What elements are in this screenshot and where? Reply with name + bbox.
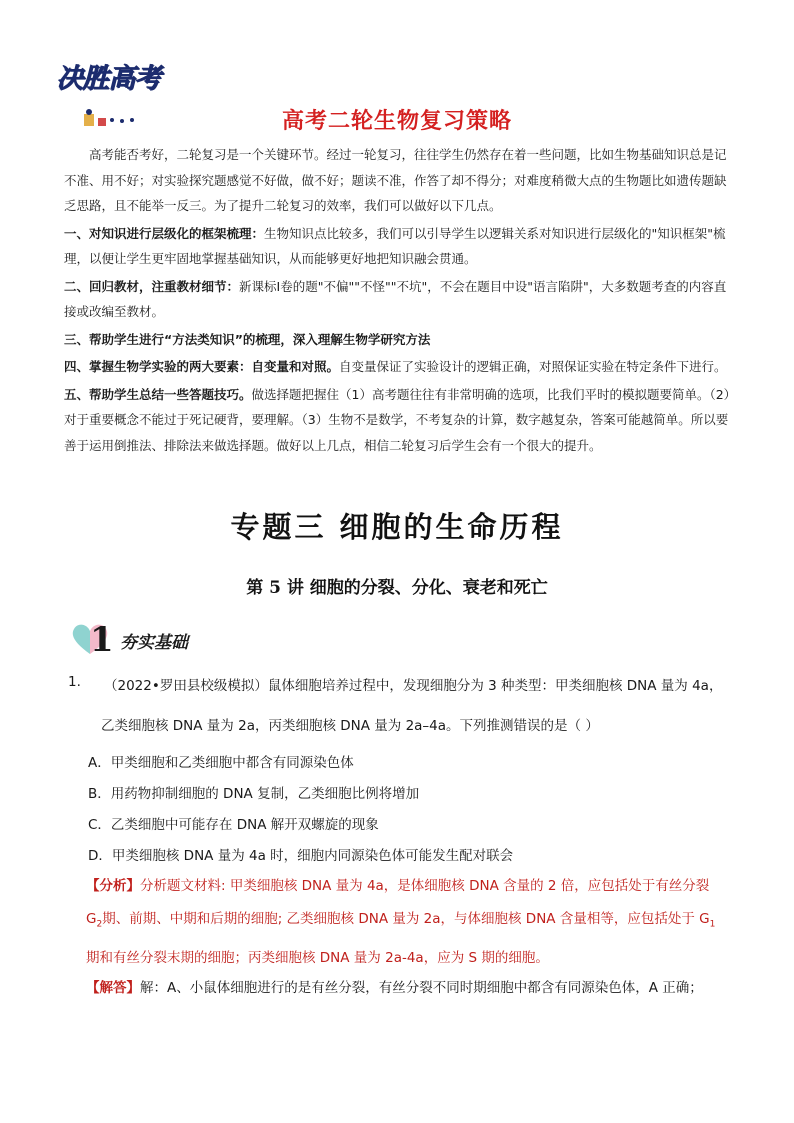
strategy-item-3-heading: 三、帮助学生进行“方法类知识”的梳理，深入理解生物学研究方法 [64, 331, 431, 347]
question-number: 1. [68, 674, 81, 690]
option-a: A．甲类细胞和乙类细胞中都含有同源染色体 [88, 755, 354, 771]
strategy-item-5-heading: 五、帮助学生总结一些答题技巧。 [64, 386, 252, 402]
page-title: 高考二轮生物复习策略 [281, 109, 512, 134]
strategy-item-3 [64, 327, 734, 353]
strategy-item-5 [64, 382, 734, 459]
strategy-item-4-heading: 四、掌握生物学实验的两大要素：自变量和对照。 [64, 359, 340, 374]
logo-text: 决胜高考 [56, 63, 160, 94]
analysis-block [86, 870, 746, 975]
option-b: B．用药物抑制细胞的 DNA 复制，乙类细胞比例将增加 [88, 786, 420, 802]
strategy-item-2 [64, 274, 734, 325]
analysis-g1-subscript: 1 [709, 919, 716, 930]
answer-block [86, 976, 756, 996]
question-stem-line-2: 乙类细胞核 DNA 量为 2a，丙类细胞核 DNA 量为 2a–4a。下列推测错误的是（ ） [101, 718, 599, 734]
strategy-item-2-text: 新课标Ⅰ卷的题"不偏""不怪""不坑"，不会在题目中设"语言陷阱"，大多数题考查的内容直接或改编至教材。 [64, 278, 727, 319]
strategy-item-1 [64, 221, 734, 272]
section-number: 1 [90, 620, 114, 660]
analysis-line-3: 期和有丝分裂末期的细胞；丙类细胞核 DNA 量为 2a-4a，应为 S 期的细胞。 [86, 949, 549, 966]
section-label: 夯实基础 [120, 633, 188, 653]
analysis-tag: 【分析】 [86, 878, 140, 894]
option-d: D．甲类细胞核 DNA 量为 4a 时，细胞内同源染色体可能发生配对联会 [88, 848, 514, 864]
section-header [70, 618, 250, 662]
analysis-g2-subscript: 2 [96, 919, 103, 930]
analysis-line-1 [86, 870, 746, 903]
analysis-line-2 [86, 903, 746, 942]
lecture-title: 第 5 讲 细胞的分裂、分化、衰老和死亡 [246, 578, 548, 598]
strategy-item-4-text: 自变量保证了实验设计的逻辑正确，对照保证实验在特定条件下进行。 [339, 359, 727, 374]
strategy-item-1-heading: 一、对知识进行层级化的框架梳理： [64, 225, 265, 241]
analysis-text-2: 期、前期、中期和后期的细胞; 乙类细胞核 DNA 量为 2a，与体细胞核 DNA 含量相等，应包括处于 G [102, 911, 710, 927]
analysis-text-1: 分析题文材料: 甲类细胞核 DNA 量为 4a，是体细胞核 DNA 含量的 2 倍，应包括处于有丝分裂 [140, 878, 710, 894]
question-stem-line-1: （2022•罗田县校级模拟）鼠体细胞培养过程中，发现细胞分为 3 种类型：甲类细胞核 DNA 量为 4a， [104, 678, 723, 694]
topic-title: 专题三 细胞的生命历程 [230, 510, 564, 544]
option-c: C．乙类细胞中可能存在 DNA 解开双螺旋的现象 [88, 817, 379, 833]
strategy-item-5-text: 做选择题把握住（1）高考题往往有非常明确的选项，比我们平时的模拟题要简单。（2）对于重要概念不能过于死记硬背，要理解。（3）生物不是数学，不考复杂的计算，数字越复杂，答案可能越简单。所以要善于运用倒推法、排除法来做选择题。做好以上几点，相信二轮复习后学生会有一个很大的提升。 [64, 386, 730, 453]
intro-section [64, 142, 734, 458]
analysis-g2-letter: G [86, 911, 97, 927]
strategy-item-4 [64, 354, 734, 380]
answer-text: 解：A、小鼠体细胞进行的是有丝分裂，有丝分裂不同时期细胞中都含有同源染色体，A 正确； [140, 980, 703, 996]
intro-paragraph: 高考能否考好，二轮复习是一个关键环节。经过一轮复习，往往学生仍然存在着一些问题，比如生物基础知识总是记不准、用不好；对实验探究题感觉不好做，做不好；题读不准，作答了却不得分；对难度稍微大点的生物题比如遗传题缺乏思路，且不能举一反三。为了提升二轮复习的效率，我们可以做好以下几点。 [64, 147, 727, 213]
strategy-item-2-heading: 二、回归教材，注重教材细节： [64, 278, 240, 294]
strategy-item-1-text: 生物知识点比较多，我们可以引导学生以逻辑关系对知识进行层级化的"知识框架"梳理，以便让学生更牢固地掌握基础知识，从而能够更好地把知识融会贯通。 [64, 225, 726, 266]
answer-tag: 【解答】 [86, 980, 140, 996]
